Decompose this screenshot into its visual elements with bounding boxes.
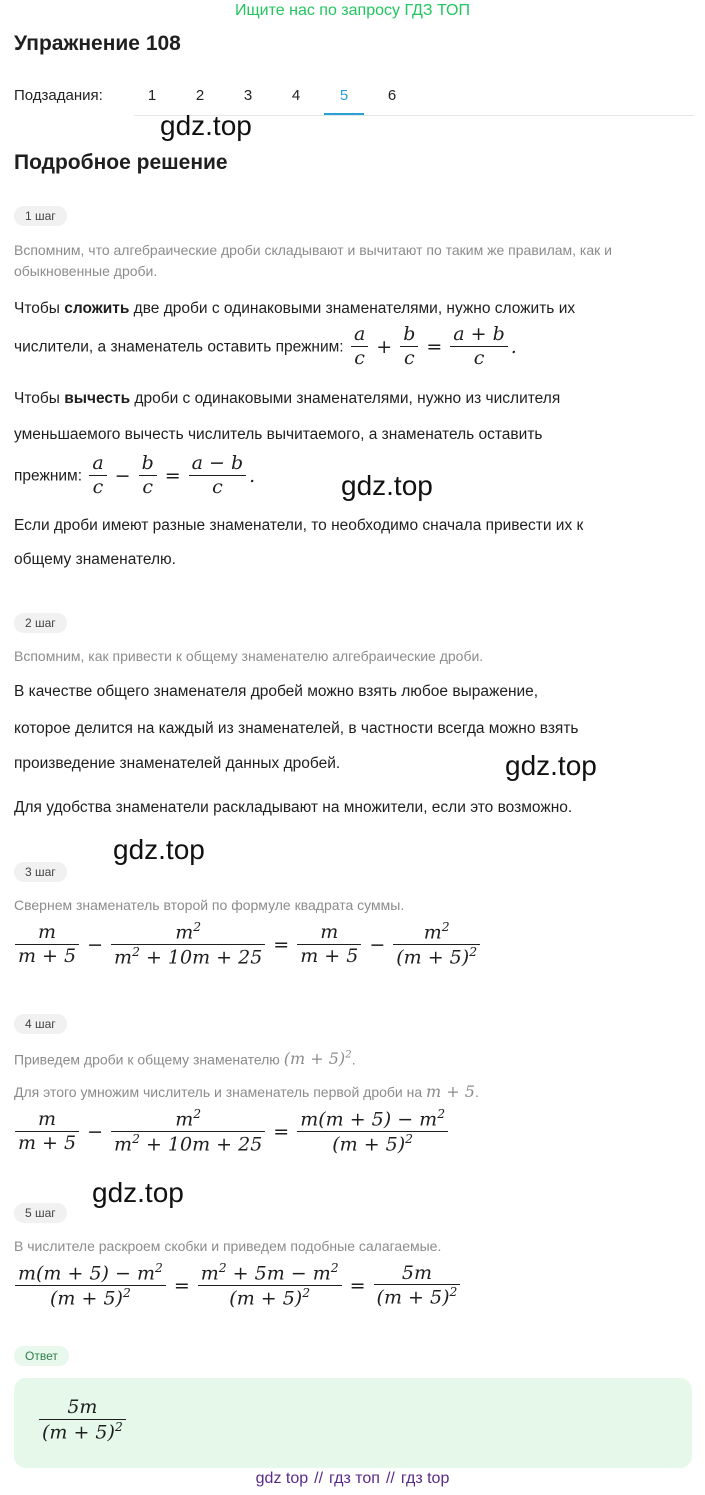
step-2-line1: В качестве общего знаменателя дробей можно взять любое выражение,	[14, 683, 539, 700]
step-5-formula: $\frac{m(m + 5) - m^2}{(m + 5)^2}$ = $\frac{m^2 + 5m - m^2}{(m + 5)^2}$ = $\frac{5m}{(m + 5)^2}$	[12, 1261, 463, 1311]
answer-badge: Ответ	[14, 1346, 69, 1366]
answer-badge-wrap	[14, 1346, 69, 1366]
step-badge	[14, 862, 67, 882]
step-2-line2: которое делится на каждый из знаменателей, в частности всегда можно взять	[14, 720, 579, 737]
step-4-hint1: Приведем дроби к общему знаменателю $(m + 5)^2$.	[14, 1049, 356, 1069]
step-badge	[14, 613, 67, 633]
watermark: gdz.top	[92, 1177, 184, 1208]
keyword-add: сложить	[64, 300, 130, 317]
subtasks-nav	[14, 84, 694, 116]
subtract-formula: $\frac{a}{c}$ − $\frac{b}{c}$ = $\frac{a - b}{c}$ .	[86, 464, 255, 486]
step-1-sub-line2: уменьшаемого вычесть числитель вычитаемого, а знаменатель оставить	[14, 426, 543, 443]
tab-subtask-3[interactable]: 3	[243, 87, 253, 104]
footer-links: gdz top // гдз топ // гдз top	[255, 1470, 450, 1487]
step-1-sub-formula-line: прежним: $\frac{a}{c}$ − $\frac{b}{c}$ = $\frac{a - b}{c}$ .	[14, 452, 256, 498]
tab-subtask-1[interactable]: 1	[147, 87, 157, 104]
step-1-badge: 1 шаг	[14, 206, 67, 226]
step-5-badge: 5 шаг	[14, 1203, 67, 1223]
answer-formula: $\frac{5m}{(m + 5)^2}$	[36, 1396, 129, 1445]
step-2-hint: Вспомним, как привести к общему знаменателю алгебраические дроби.	[14, 648, 484, 664]
footer-link-gdz-top[interactable]: gdz top	[255, 1470, 309, 1487]
step-3-badge: 3 шаг	[14, 862, 67, 882]
step-2-line3: произведение знаменателей данных дробей.	[14, 755, 341, 772]
step-badge	[14, 1014, 67, 1034]
step-2-badge: 2 шаг	[14, 613, 67, 633]
step-1-diff-line1: Если дроби имеют разные знаменатели, то необходимо сначала привести их к	[14, 517, 584, 534]
tab-subtask-2[interactable]: 2	[195, 87, 205, 104]
watermark: gdz.top	[505, 750, 597, 781]
step-badge	[14, 206, 67, 226]
step-3-formula: $\frac{m}{m + 5}$ − $\frac{m^2}{m^2 + 10m + 25}$ = $\frac{m}{m + 5}$ − $\frac{m^2}{(m + 5)^2}$	[12, 920, 483, 970]
footer-link-gdz-top-mixed[interactable]: гдз top	[400, 1470, 450, 1487]
step-4-formula: $\frac{m}{m + 5}$ − $\frac{m^2}{m^2 + 10m + 25}$ = $\frac{m(m + 5) - m^2}{(m + 5)^2}$	[12, 1107, 451, 1157]
page-title: Упражнение 108	[14, 32, 181, 55]
active-tab-indicator	[324, 113, 364, 115]
step-1-sub-rule: Чтобы вычесть дроби с одинаковыми знаменателями, нужно из числителя	[14, 390, 561, 407]
step-1-add-formula-line: числители, а знаменатель оставить прежним: $\frac{a}{c}$ + $\frac{b}{c}$ = $\frac{a + b}{c}$ .	[14, 323, 517, 369]
tab-subtask-6[interactable]: 6	[387, 87, 397, 104]
step-5-hint: В числителе раскроем скобки и приведем подобные салагаемые.	[14, 1238, 442, 1254]
section-title: Подробное решение	[14, 151, 228, 174]
step-1-hint: Вспомним, что алгебраические дроби складывают и вычитают по таким же правилам, как и обыкновенные дроби.	[14, 242, 612, 279]
step-1-diff-line2: общему знаменателю.	[14, 551, 176, 568]
step-badge	[14, 1203, 67, 1223]
step-3-hint: Свернем знаменатель второй по формуле квадрата суммы.	[14, 897, 405, 913]
watermark: gdz.top	[341, 470, 433, 501]
watermark: gdz.top	[160, 110, 252, 141]
step-2-line4: Для удобства знаменатели раскладывают на множители, если это возможно.	[14, 799, 573, 816]
keyword-subtract: вычесть	[64, 390, 131, 407]
tab-subtask-5[interactable]: 5	[339, 87, 349, 104]
step-1-add-rule: Чтобы сложить две дроби с одинаковыми знаменателями, нужно сложить их	[14, 300, 576, 317]
subtasks-label: Подзадания:	[14, 87, 103, 104]
add-formula: $\frac{a}{c}$ + $\frac{b}{c}$ = $\frac{a + b}{c}$ .	[348, 335, 517, 357]
step-4-hint2: Для этого умножим числитель и знаменатель первой дроби на m + 5.	[14, 1082, 479, 1101]
search-banner: Ищите нас по запросу ГДЗ ТОП	[235, 2, 470, 19]
footer-link-gdz-top-ru[interactable]: гдз топ	[329, 1470, 380, 1487]
step-4-badge: 4 шаг	[14, 1014, 67, 1034]
tab-subtask-4[interactable]: 4	[291, 87, 301, 104]
watermark: gdz.top	[113, 834, 205, 865]
